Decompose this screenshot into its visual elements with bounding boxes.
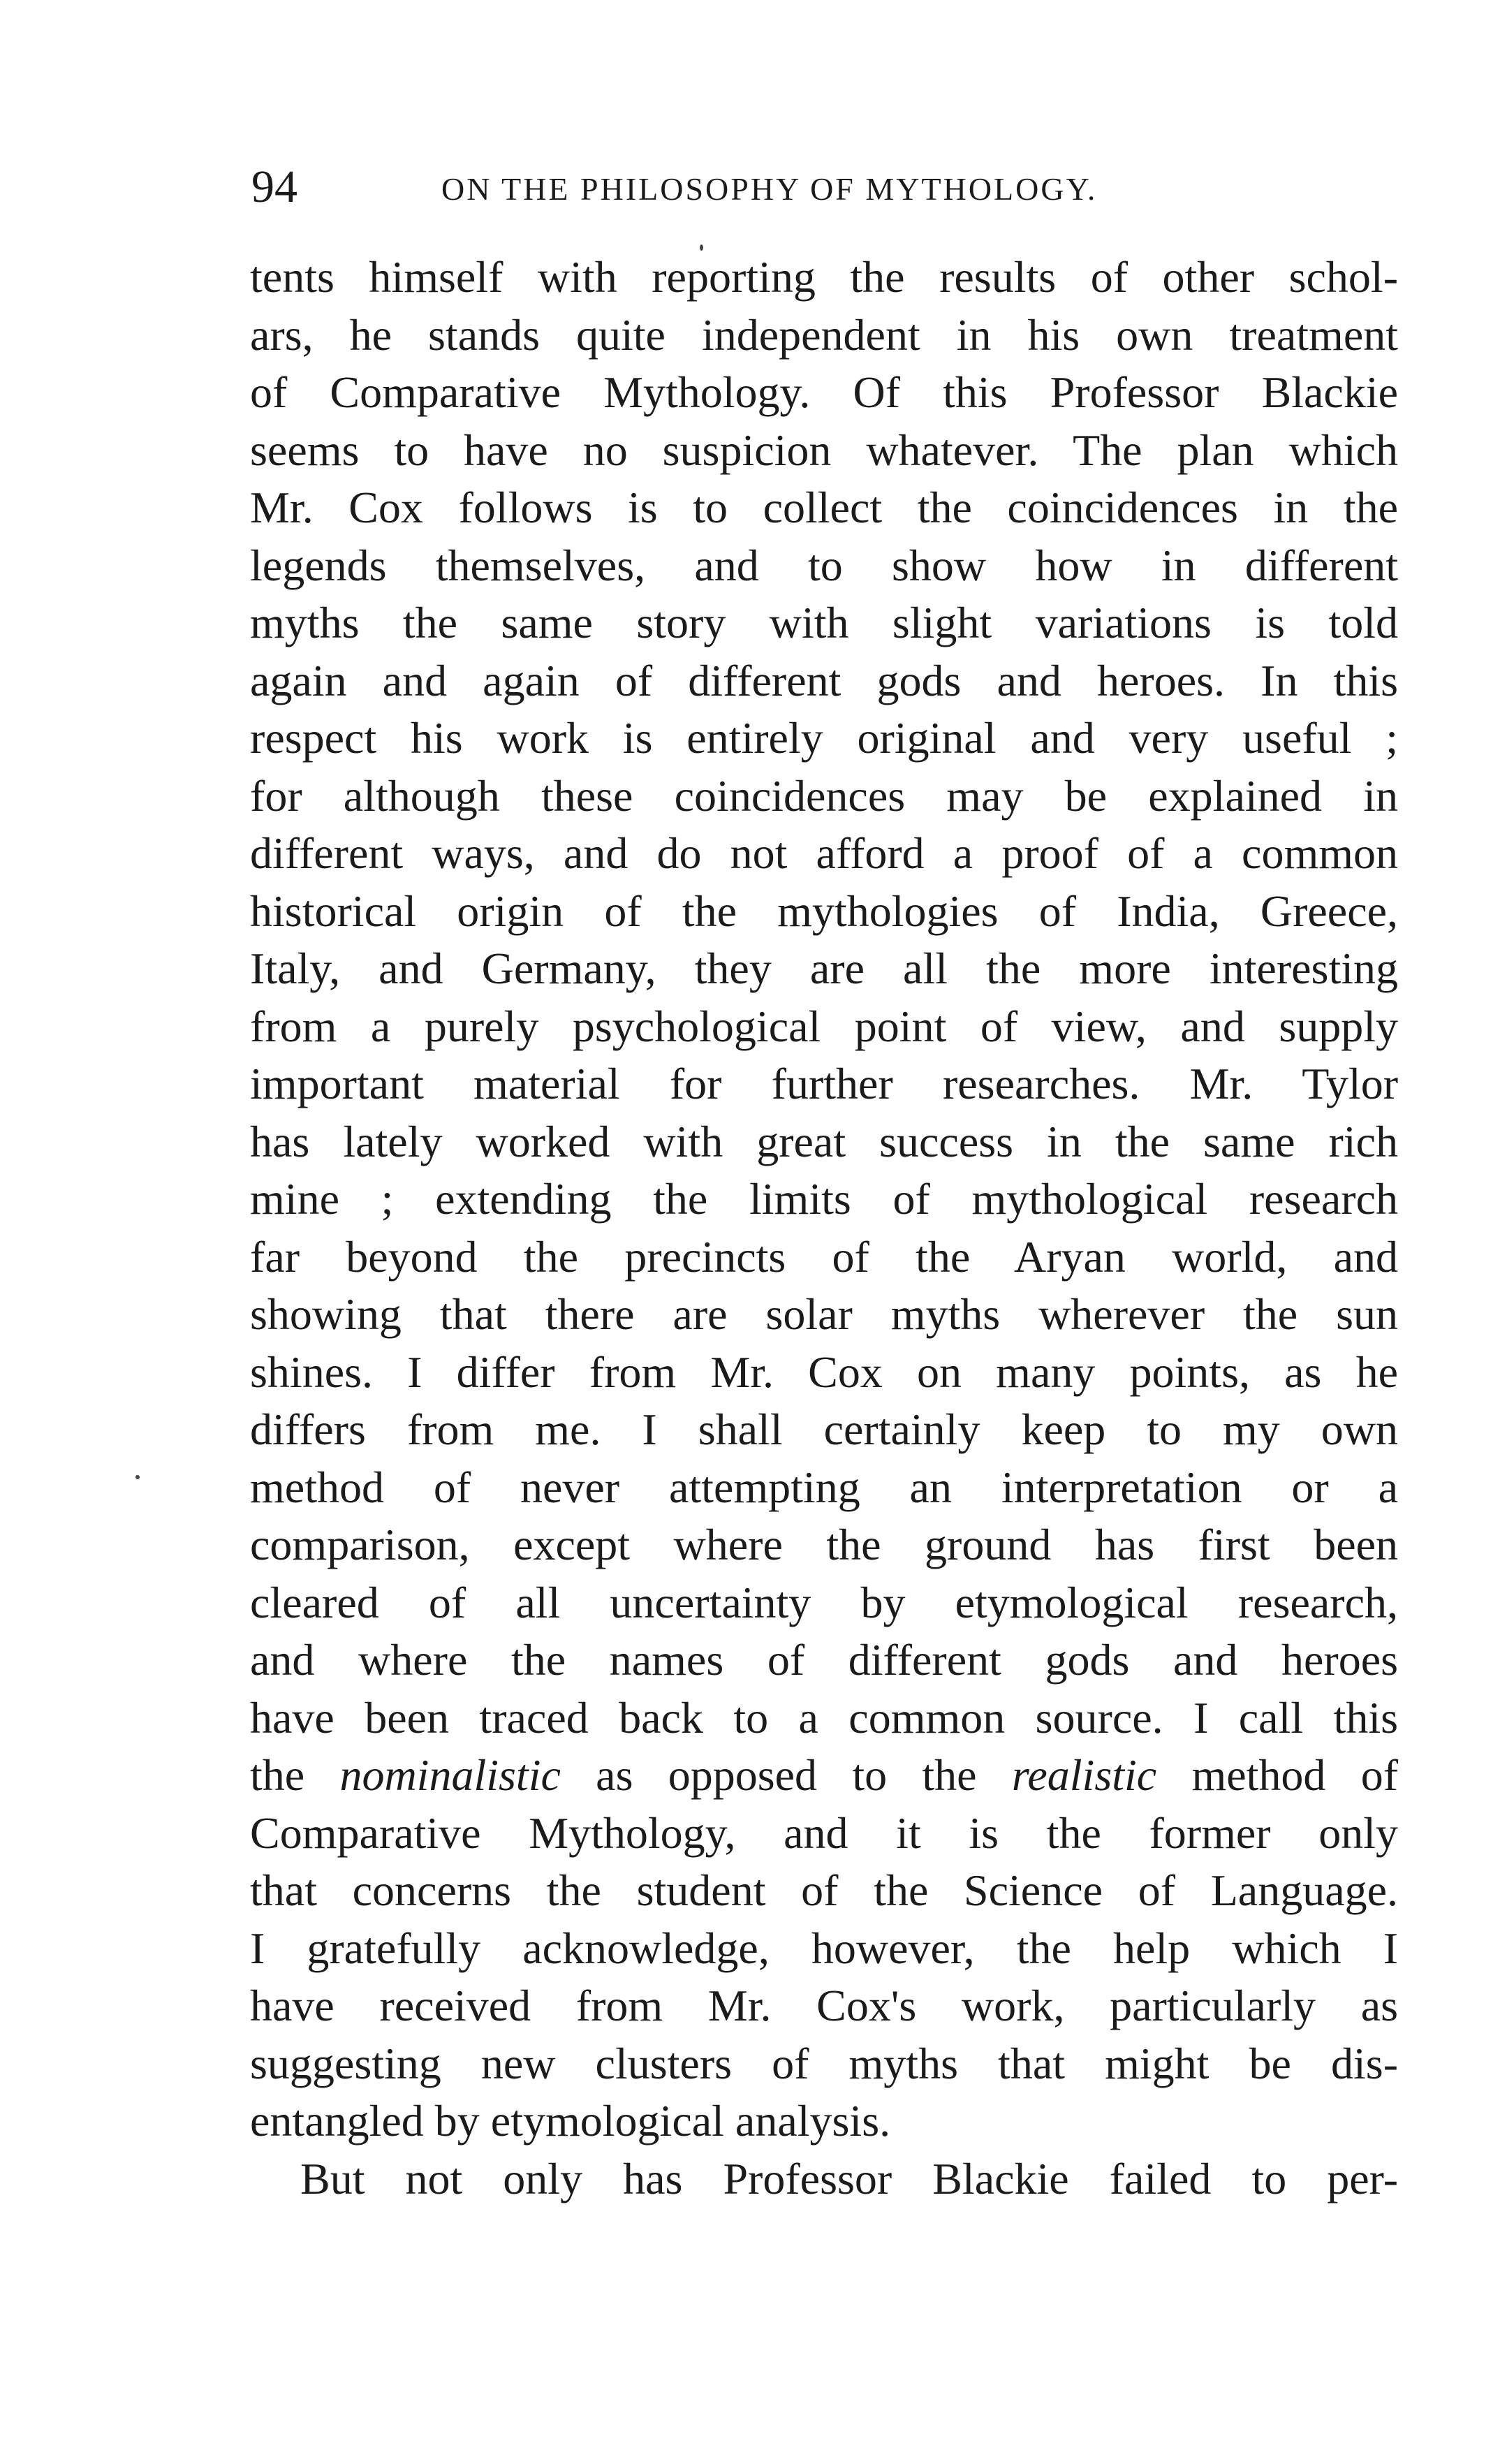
text-line: again and again of different gods and heroes. In this [250, 655, 1398, 705]
text-line: has lately worked with great success in the same rich [250, 1116, 1398, 1166]
text-line: cleared of all uncertainty by etymological research, [250, 1577, 1398, 1627]
italic-term-realistic: realistic [1011, 1750, 1157, 1800]
running-head [251, 159, 1411, 215]
text-line-with-italics [250, 1747, 1398, 1805]
body-text [250, 249, 1398, 2208]
text-line: of Comparative Mythology. Of this Professor Blackie [250, 367, 1398, 417]
running-title: ON THE PHILOSOPHY OF MYTHOLOGY. [441, 171, 1098, 207]
text-line: comparison, except where the ground has first been [250, 1520, 1398, 1569]
text-line: differs from me. I shall certainly keep to my own [250, 1405, 1398, 1454]
text-line: method of never attempting an interpretation or a [250, 1462, 1398, 1512]
text-line: and where the names of different gods and heroes [250, 1635, 1398, 1685]
print-speck [135, 1475, 140, 1479]
text-line: legends themselves, and to show how in different [250, 540, 1398, 590]
text-line: tents himself with reporting the results of other schol- [250, 252, 1398, 302]
text-line: historical origin of the mythologies of India, Greece, [250, 886, 1398, 936]
text-line: important material for further researches. Mr. Tylor [250, 1059, 1398, 1108]
text-line: I gratefully acknowledge, however, the help which I [250, 1923, 1398, 1973]
text-line: Italy, and Germany, they are all the more interesting [250, 944, 1398, 993]
text-line: myths the same story with slight variations is told [250, 598, 1398, 647]
text-segment: the [250, 1750, 340, 1800]
text-segment: as opposed to the [560, 1750, 1012, 1800]
text-line: Comparative Mythology, and it is the former only [250, 1807, 1398, 1858]
text-line: suggesting new clusters of myths that might be dis- [250, 2038, 1398, 2088]
text-line: respect his work is entirely original and very useful ; [250, 713, 1398, 763]
text-line: seems to have no suspicion whatever. The plan which [250, 425, 1398, 475]
next-paragraph-line: But not only has Professor Blackie failed to per- [300, 2153, 1398, 2203]
text-line: Mr. Cox follows is to collect the coincidences in the [250, 483, 1398, 532]
text-line: have been traced back to a common source. I call this [250, 1692, 1398, 1743]
text-line: from a purely psychological point of view, and supply [250, 1001, 1398, 1051]
page-number: 94 [251, 161, 297, 212]
paragraph-end-line: entangled by etymological analysis. [250, 2096, 891, 2146]
text-line: far beyond the precincts of the Aryan world, and [250, 1231, 1398, 1282]
italic-term-nominalistic: nominalistic [339, 1750, 561, 1800]
text-line: showing that there are solar myths wherever the sun [250, 1289, 1398, 1339]
text-line: mine ; extending the limits of mythological research [250, 1174, 1398, 1224]
text-line: for although these coincidences may be explained in [250, 770, 1398, 821]
text-line: ars, he stands quite independent in his own treatment [250, 309, 1398, 360]
text-line: different ways, and do not afford a proof of a common [250, 828, 1398, 878]
text-line: that concerns the student of the Science of Language. [250, 1865, 1398, 1915]
text-segment: method of [1156, 1750, 1398, 1800]
text-line: shines. I differ from Mr. Cox on many points, as he [250, 1347, 1398, 1397]
text-line: have received from Mr. Cox's work, particularly as [250, 1981, 1398, 2030]
